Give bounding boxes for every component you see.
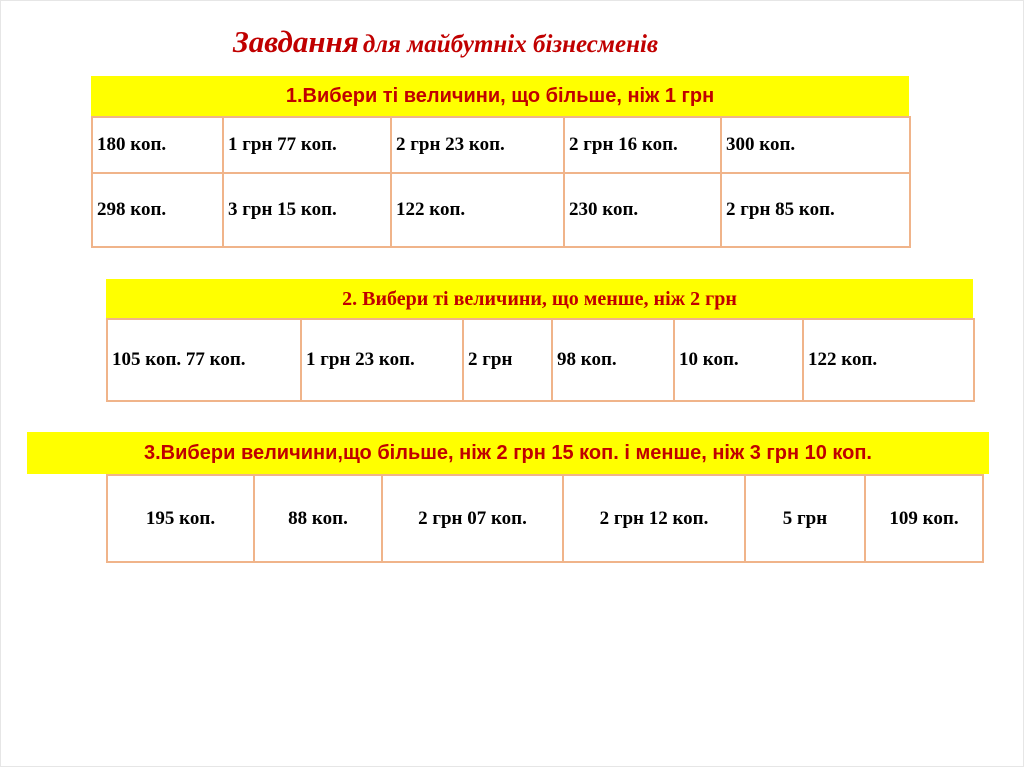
title-main: Завдання	[233, 24, 359, 59]
task2-table	[106, 318, 975, 402]
table-cell: 5 грн	[745, 475, 865, 562]
table-cell: 230 коп.	[564, 173, 721, 247]
table-row	[107, 319, 974, 401]
table-row	[92, 117, 910, 173]
table-row	[92, 173, 910, 247]
table-cell: 180 коп.	[92, 117, 223, 173]
task1-header-text: 1.Вибери ті величини, що більше, ніж 1 грн	[285, 84, 715, 107]
table-cell: 195 коп.	[107, 475, 254, 562]
table-row	[107, 475, 983, 562]
table-cell: 300 коп.	[721, 117, 910, 173]
table-cell: 2 грн 07 коп.	[382, 475, 563, 562]
table-cell: 88 коп.	[254, 475, 382, 562]
table-cell: 122 коп.	[803, 319, 974, 401]
task3-header-text: 3.Вибери величини,що більше, ніж 2 грн 15 коп. і менше, ніж 3 грн 10 коп.	[143, 441, 872, 464]
task3-header	[27, 432, 989, 474]
task2-header-text: 2. Вибери ті величини, що менше, ніж 2 грн	[342, 287, 737, 310]
table-cell: 10 коп.	[674, 319, 803, 401]
table-cell: 3 грн 15 коп.	[223, 173, 391, 247]
title-sub: для майбутніх бізнесменів	[362, 31, 659, 58]
task1-table	[91, 116, 911, 248]
table-cell: 2 грн 85 коп.	[721, 173, 910, 247]
task2-header	[106, 279, 973, 319]
table-cell: 2 грн 12 коп.	[563, 475, 745, 562]
table-cell: 109 коп.	[865, 475, 983, 562]
table-cell: 2 грн	[463, 319, 552, 401]
task1-header	[91, 76, 909, 116]
page-title	[233, 24, 658, 60]
task3-table	[106, 474, 984, 563]
table-cell: 1 грн 77 коп.	[223, 117, 391, 173]
table-cell: 105 коп. 77 коп.	[107, 319, 301, 401]
table-cell: 2 грн 16 коп.	[564, 117, 721, 173]
table-cell: 1 грн 23 коп.	[301, 319, 463, 401]
table-cell: 122 коп.	[391, 173, 564, 247]
table-cell: 98 коп.	[552, 319, 674, 401]
table-cell: 298 коп.	[92, 173, 223, 247]
table-cell: 2 грн 23 коп.	[391, 117, 564, 173]
